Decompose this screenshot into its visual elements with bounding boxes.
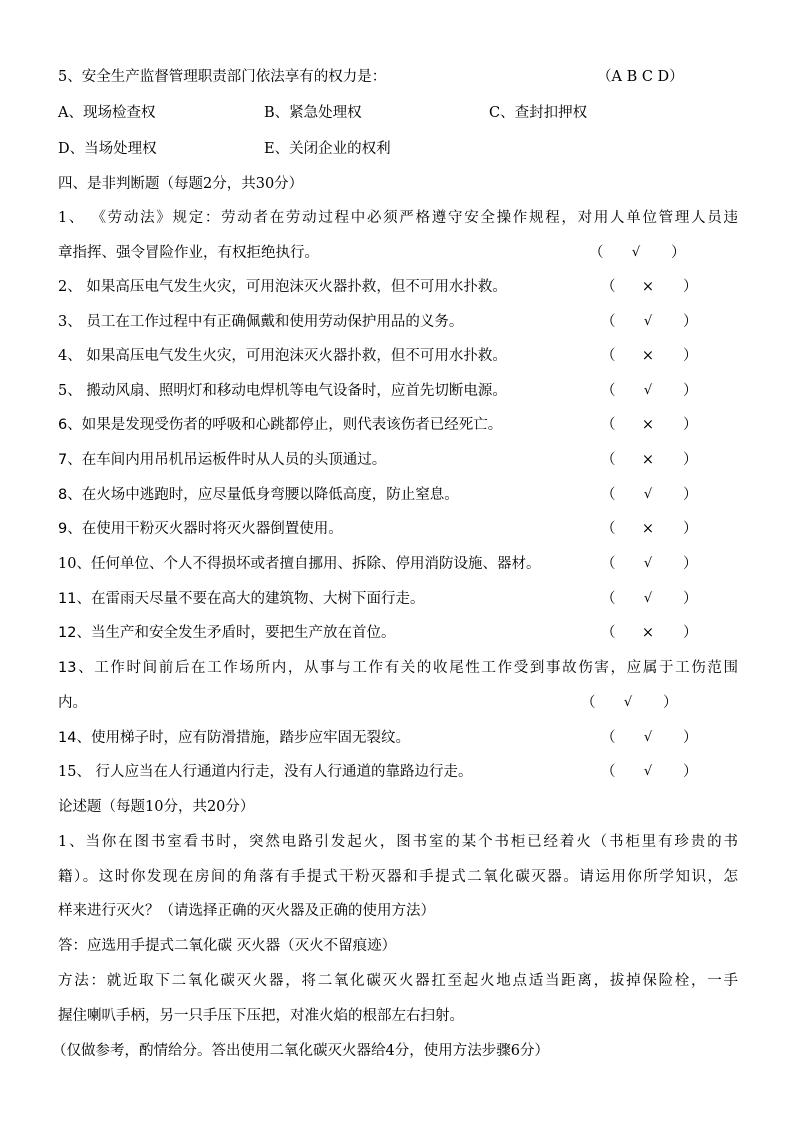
- cross-mark-icon: ×: [641, 625, 655, 641]
- judgment-mark: （ √ ）: [601, 556, 698, 572]
- judgment-mark: [589, 243, 689, 263]
- check-mark-icon: √: [643, 314, 653, 329]
- judgment-item-14: 14、使用梯子时，应有防滑措施，踏步应牢固无裂纹。: [58, 730, 410, 746]
- judgment-mark: （ × ）: [601, 625, 698, 641]
- check-mark-icon: √: [631, 245, 641, 260]
- judgment-item-15: 15、 行人应当在人行通道内行走，没有人行通道的靠路边行走。: [58, 764, 473, 780]
- judgment-item-3: 3、 员工在工作过程中有正确佩戴和使用劳动保护用品的义务。: [58, 314, 464, 330]
- option-c: C、查封扣押权: [489, 105, 588, 121]
- judgment-mark: （ √ ）: [601, 487, 698, 503]
- check-mark-icon: √: [643, 591, 653, 606]
- judgment-item-4: 4、 如果高压电气发生火灾，可用泡沫灭火器扑救，但不可用水扑救。: [58, 348, 507, 364]
- essay-method-line-2: 握住喇叭手柄，另一只手压下压把，对准火焰的根部左右扫射。: [58, 1008, 464, 1024]
- section-4-heading: 四、是非判断题（每题2分，共30分）: [58, 176, 304, 192]
- question-5-stem: 5、安全生产监督管理职责部门依法享有的权力是：: [58, 69, 387, 85]
- judgment-item-2: 2、 如果高压电气发生火灾，可用泡沫灭火器扑救，但不可用水扑救。: [58, 279, 507, 295]
- judgment-mark: （ √ ）: [601, 591, 698, 607]
- essay-answer: 答：应选用手提式二氧化碳 灭火器（灭火不留痕迹）: [58, 938, 397, 954]
- question-5-answer: （A B C D）: [597, 69, 684, 85]
- paren-left: （: [589, 245, 604, 261]
- essay-method-line-1: 方法：就近取下二氧化碳灭火器，将二氧化碳灭火器扛至起火地点适当距离，拔掉保险栓，一手: [58, 973, 738, 989]
- judgment-item-9: 9、在使用干粉灭火器时将灭火器倒置使用。: [58, 521, 343, 537]
- judgment-mark: （ × ）: [601, 452, 698, 468]
- essay-question-line-3: 样来进行灭火？（请选择正确的灭火器及正确的使用方法）: [58, 903, 435, 919]
- cross-mark-icon: ×: [641, 417, 655, 433]
- judgment-mark: （ × ）: [601, 348, 698, 364]
- judgment-item-10: 10、任何单位、个人不得损坏或者擅自挪用、拆除、停用消防设施、器材。: [58, 556, 541, 572]
- judgment-item-1-cont: 章指挥、强令冒险作业，有权拒绝执行。: [58, 245, 319, 261]
- judgment-mark: （ √ ）: [601, 730, 698, 746]
- judgment-item-12: 12、当生产和安全发生矛盾时，要把生产放在首位。: [58, 625, 396, 641]
- judgment-item-1: 1、 《劳动法》规定：劳动者在劳动过程中必须严格遵守安全操作规程，对用人单位管理人员违: [58, 210, 738, 226]
- cross-mark-icon: ×: [641, 452, 655, 468]
- check-mark-icon: √: [643, 730, 653, 745]
- judgment-item-5: 5、 搬动风扇、照明灯和移动电焊机等电气设备时，应首先切断电源。: [58, 383, 507, 399]
- judgment-item-13: 13、工作时间前后在工作场所内，从事与工作有关的收尾性工作受到事故伤害，应属于工伤范围: [58, 660, 738, 676]
- option-e: E、关闭企业的权利: [264, 141, 391, 157]
- judgment-mark: （ × ）: [601, 521, 698, 537]
- check-mark-icon: √: [643, 487, 653, 502]
- judgment-item-7: 7、在车间内用吊机吊运板件时从人员的头顶通过。: [58, 452, 387, 468]
- judgment-mark: （ √ ）: [601, 764, 698, 780]
- option-b: B、紧急处理权: [264, 105, 362, 121]
- paren-right: ）: [671, 245, 686, 261]
- check-mark-icon: √: [643, 764, 653, 779]
- judgment-mark: （ √ ）: [601, 314, 698, 330]
- cross-mark-icon: ×: [641, 279, 655, 295]
- essay-question-line-1: 1、当你在图书室看书时，突然电路引发起火，图书室的某个书柜已经着火（书柜里有珍贵的书: [58, 834, 738, 850]
- check-mark-icon: √: [643, 383, 653, 398]
- judgment-mark: （ √ ）: [581, 695, 678, 711]
- judgment-item-8: 8、在火场中逃跑时，应尽量低身弯腰以降低高度，防止窒息。: [58, 487, 459, 503]
- check-mark-icon: √: [643, 556, 653, 571]
- essay-scoring-note: （仅做参考，酌情给分。答出使用二氧化碳灭火器给4分，使用方法步骤6分）: [52, 1043, 549, 1059]
- cross-mark-icon: ×: [641, 521, 655, 537]
- judgment-item-13-cont: 内。: [58, 695, 87, 711]
- judgment-mark: （ × ）: [601, 279, 698, 295]
- judgment-item-11: 11、在雷雨天尽量不要在高大的建筑物、大树下面行走。: [58, 591, 425, 607]
- judgment-item-6: 6、如果是发现受伤者的呼吸和心跳都停止，则代表该伤者已经死亡。: [58, 417, 503, 433]
- option-a: A、现场检查权: [58, 105, 156, 121]
- judgment-mark: （ × ）: [601, 417, 698, 433]
- option-d: D、当场处理权: [58, 141, 157, 157]
- check-mark-icon: √: [623, 695, 633, 710]
- judgment-mark: （ √ ）: [601, 383, 698, 399]
- essay-question-line-2: 籍）。这时你发现在房间的角落有手提式干粉灭器和手提式二氧化碳灭器。请运用你所学知识，怎: [58, 869, 738, 885]
- cross-mark-icon: ×: [641, 348, 655, 364]
- essay-heading: 论述题（每题10分，共20分）: [58, 799, 255, 815]
